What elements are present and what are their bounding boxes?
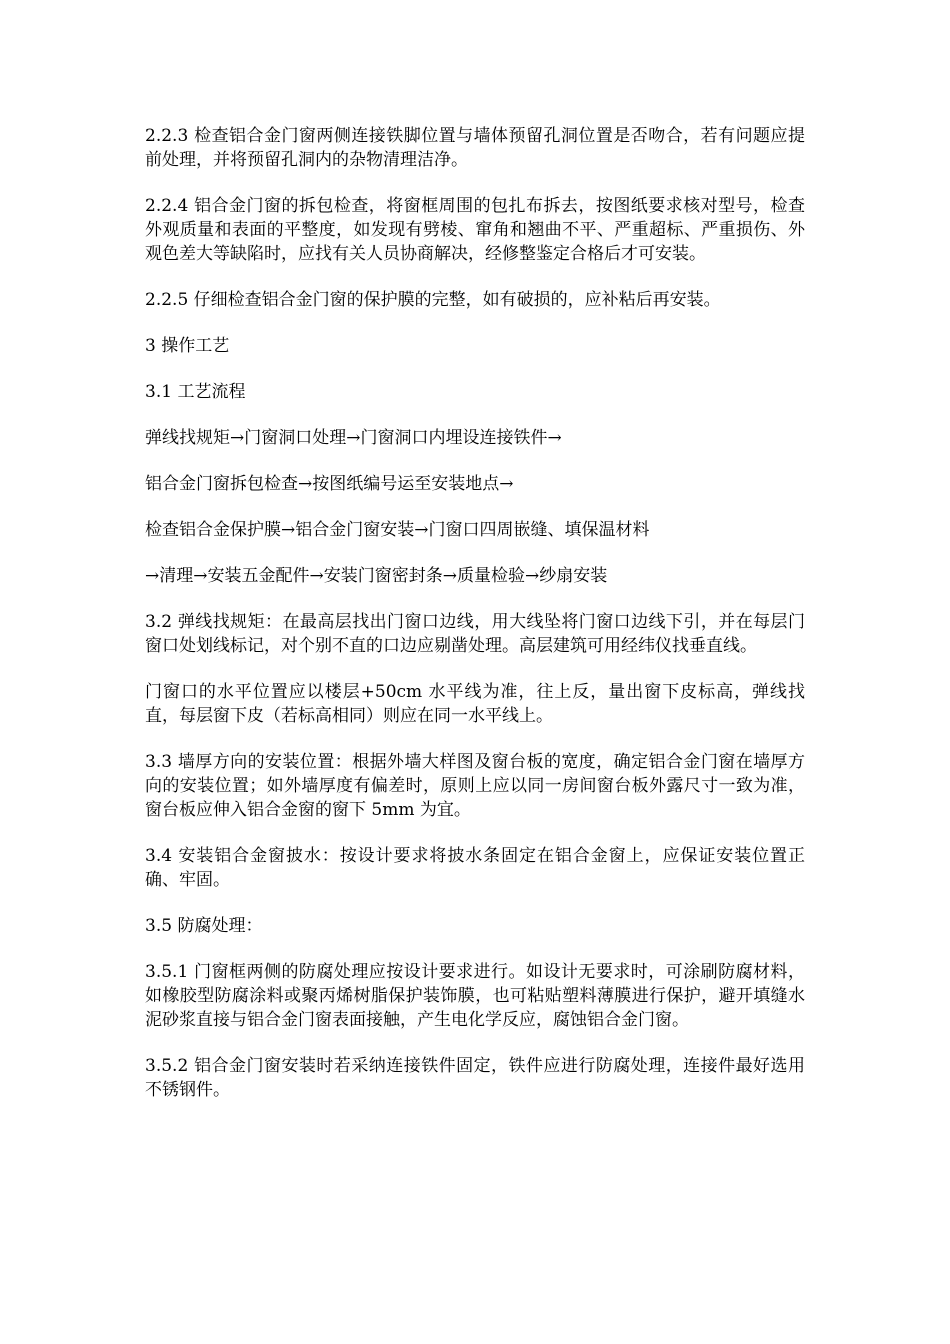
process-flow-line-3: 检查铝合金保护膜→铝合金门窗安装→门窗口四周嵌缝、填保温材料 <box>145 520 650 540</box>
process-flow-line-4: →清理→安装五金配件→安装门窗密封条→质量检验→纱扇安装 <box>145 566 608 586</box>
paragraph-3-5-2: 3.5.2 铝合金门窗安装时若采纳连接铁件固定，铁件应进行防腐处理，连接件最好选用不锈钢件。 <box>145 1056 805 1100</box>
document-page <box>145 124 805 1124</box>
heading-3-operation-process: 3 操作工艺 <box>145 336 230 356</box>
process-flow-line-2: 铝合金门窗拆包检查→按图纸编号运至安装地点→ <box>145 474 514 494</box>
heading-3-1-process-flow: 3.1 工艺流程 <box>145 382 246 402</box>
paragraph-2-2-5: 2.2.5 仔细检查铝合金门窗的保护膜的完整，如有破损的，应补粘后再安装。 <box>145 290 721 310</box>
paragraph-3-2-horizontal: 门窗口的水平位置应以楼层+50cm 水平线为准，往上反，量出窗下皮标高，弹线找直，每层窗下皮（若标高相同）则应在同一水平线上。 <box>145 682 805 726</box>
process-flow-line-1: 弹线找规矩→门窗洞口处理→门窗洞口内埋设连接铁件→ <box>145 428 562 448</box>
paragraph-3-4: 3.4 安装铝合金窗披水：按设计要求将披水条固定在铝合金窗上，应保证安装位置正确、牢固。 <box>145 846 805 890</box>
paragraph-3-2: 3.2 弹线找规矩：在最高层找出门窗口边线，用大线坠将门窗口边线下引，并在每层门窗口处划线标记，对个别不直的口边应剔凿处理。高层建筑可用经纬仪找垂直线。 <box>145 612 805 656</box>
paragraph-3-5-1: 3.5.1 门窗框两侧的防腐处理应按设计要求进行。如设计无要求时，可涂刷防腐材料，如橡胶型防腐涂料或聚丙烯树脂保护装饰膜，也可粘贴塑料薄膜进行保护，避开填缝水泥砂浆直接与铝合金门窗表面接触，产生电化学反应，腐蚀铝合金门窗。 <box>145 962 805 1030</box>
paragraph-2-2-4: 2.2.4 铝合金门窗的拆包检查，将窗框周围的包扎布拆去，按图纸要求核对型号，检查外观质量和表面的平整度，如发现有劈棱、窜角和翘曲不平、严重超标、严重损伤、外观色差大等缺陷时，应找有关人员协商解决，经修整鉴定合格后才可安装。 <box>145 196 805 264</box>
heading-3-5: 3.5 防腐处理： <box>145 916 263 936</box>
paragraph-3-3: 3.3 墙厚方向的安装位置：根据外墙大样图及窗台板的宽度，确定铝合金门窗在墙厚方向的安装位置；如外墙厚度有偏差时，原则上应以同一房间窗台板外露尺寸一致为准，窗台板应伸入铝合金窗的窗下 5mm 为宜。 <box>145 752 805 820</box>
paragraph-2-2-3: 2.2.3 检查铝合金门窗两侧连接铁脚位置与墙体预留孔洞位置是否吻合，若有问题应提前处理，并将预留孔洞内的杂物清理洁净。 <box>145 126 805 170</box>
